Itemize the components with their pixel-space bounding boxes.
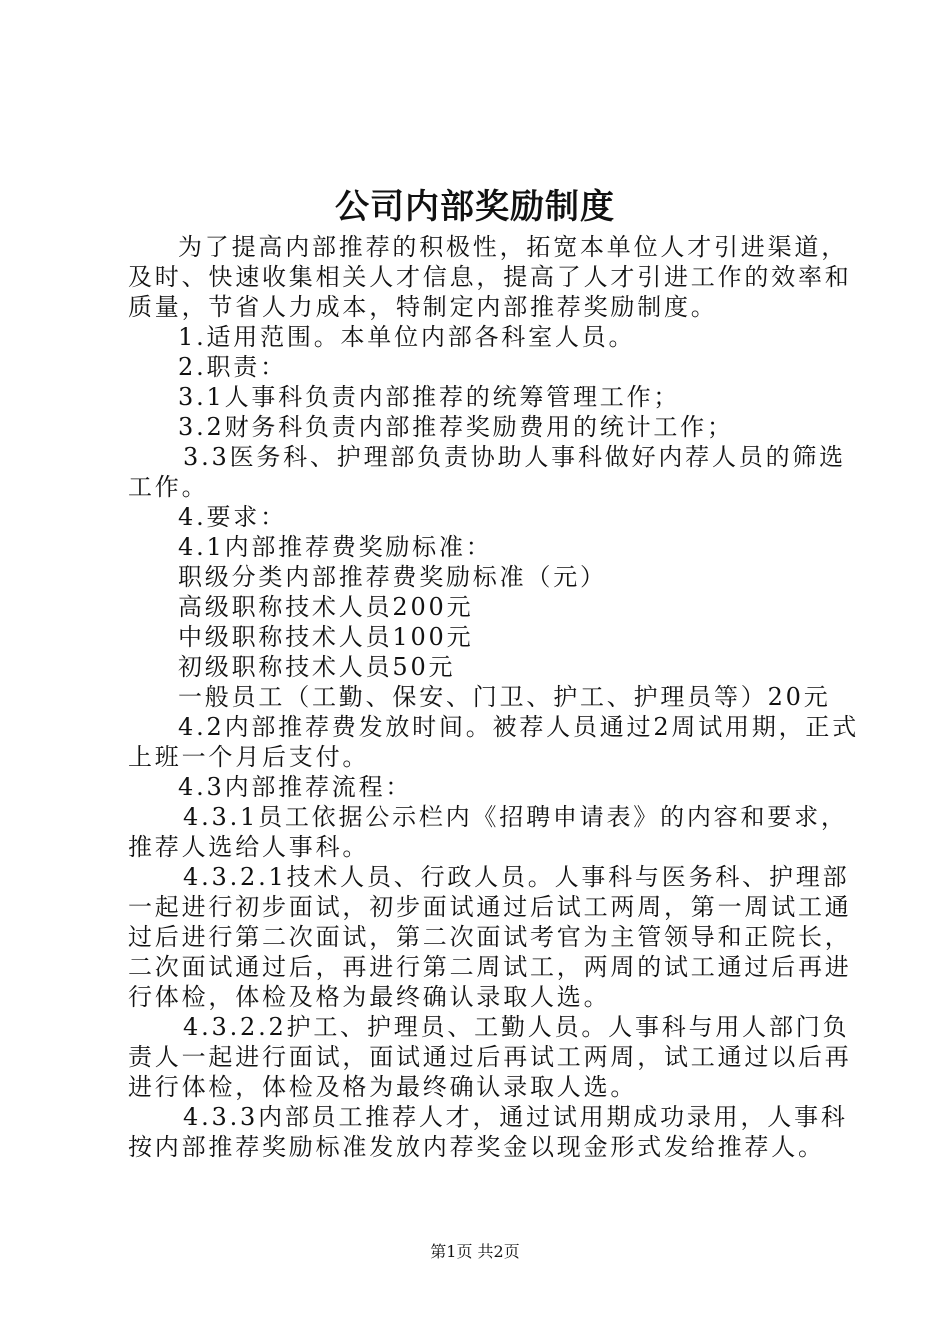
paragraph-line: 4.1内部推荐费奖励标准： <box>178 533 493 561</box>
paragraph-line: 4.3.1员工依据公示栏内《招聘申请表》的内容和要求， <box>183 803 848 831</box>
paragraph-line: 行体检，体检及格为最终确认录取人选。 <box>128 983 611 1011</box>
paragraph-line: 一般员工（工勤、保安、门卫、护工、护理员等）20元 <box>178 683 831 711</box>
document-body <box>128 232 860 1162</box>
paragraph-line: 进行体检，体检及格为最终确认录取人选。 <box>128 1073 638 1101</box>
paragraph-line: 3.3医务科、护理部负责协助人事科做好内荐人员的筛选 <box>183 443 846 471</box>
paragraph-line: 4.要求： <box>178 503 287 531</box>
paragraph-line: 3.2财务科负责内部推荐奖励费用的统计工作； <box>178 413 734 441</box>
paragraph-line: 4.3.2.2护工、护理员、工勤人员。人事科与用人部门负 <box>183 1013 850 1041</box>
paragraph-line: 及时、快速收集相关人才信息，提高了人才引进工作的效率和 <box>128 263 852 291</box>
page-footer: 第1页 共2页 <box>430 1242 520 1261</box>
paragraph-line: 3.1人事科负责内部推荐的统筹管理工作； <box>178 383 681 411</box>
paragraph-line: 初级职称技术人员50元 <box>178 653 456 681</box>
paragraph-line: 职级分类内部推荐费奖励标准（元） <box>178 563 607 591</box>
paragraph-line: 4.3内部推荐流程： <box>178 773 413 801</box>
paragraph-line: 按内部推荐奖励标准发放内荐奖金以现金形式发给推荐人。 <box>128 1133 825 1161</box>
paragraph-line: 推荐人选给人事科。 <box>128 833 370 861</box>
paragraph-line: 工作。 <box>128 473 209 501</box>
paragraph-line: 4.3.3内部员工推荐人才，通过试用期成功录用，人事科 <box>183 1103 848 1131</box>
paragraph-line: 2.职责： <box>178 353 287 381</box>
paragraph-line: 4.3.2.1技术人员、行政人员。人事科与医务科、护理部 <box>183 863 850 891</box>
paragraph-line: 上班一个月后支付。 <box>128 743 370 771</box>
paragraph-line: 过后进行第二次面试，第二次面试考官为主管领导和正院长， <box>128 923 852 951</box>
paragraph-line: 一起进行初步面试，初步面试通过后试工两周，第一周试工通 <box>128 893 852 921</box>
document-title: 公司内部奖励制度 <box>335 187 615 227</box>
paragraph-line: 1.适用范围。本单位内部各科室人员。 <box>178 323 636 351</box>
paragraph-line: 中级职称技术人员100元 <box>178 623 474 651</box>
paragraph-line: 二次面试通过后，再进行第二周试工，两周的试工通过后再进 <box>128 953 852 981</box>
paragraph-line: 责人一起进行面试，面试通过后再试工两周，试工通过以后再 <box>128 1043 852 1071</box>
paragraph-line: 质量，节省人力成本，特制定内部推荐奖励制度。 <box>128 293 718 321</box>
paragraph-line: 高级职称技术人员200元 <box>178 593 474 621</box>
paragraph-line: 为了提高内部推荐的积极性，拓宽本单位人才引进渠道， <box>178 233 848 261</box>
paragraph-line: 4.2内部推荐费发放时间。被荐人员通过2周试用期，正式 <box>178 713 860 741</box>
